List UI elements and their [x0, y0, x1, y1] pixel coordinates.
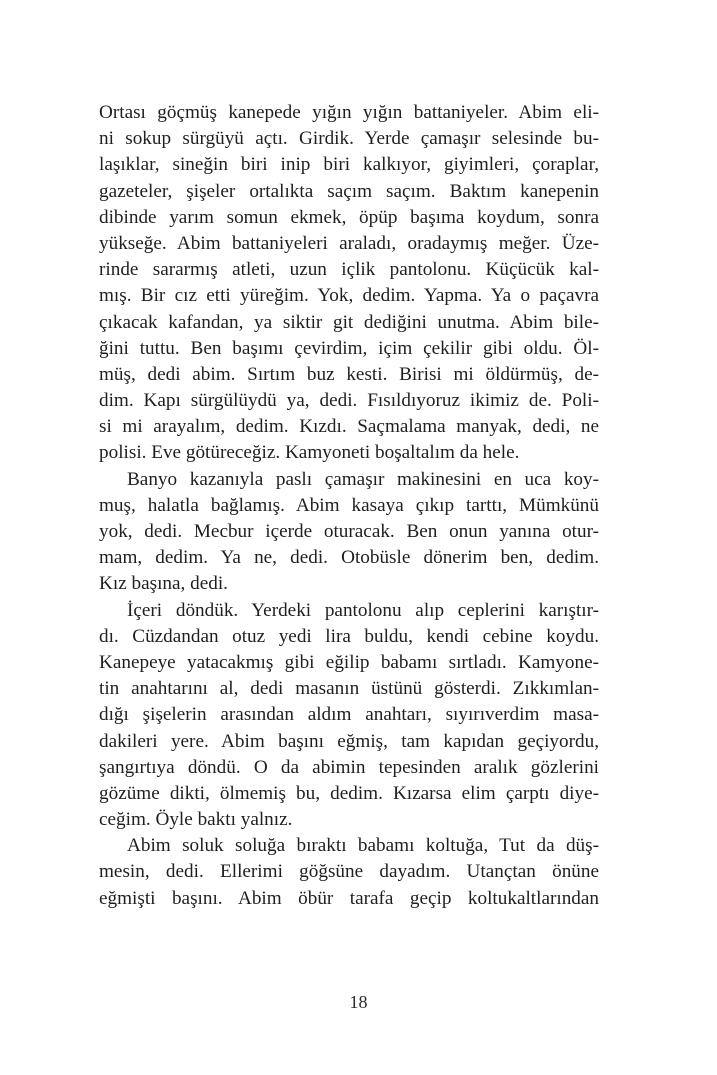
text-line: dim. Kapı sürgülüydü ya, dedi. Fısıldıyoruz ikimiz de. Poli- — [99, 390, 599, 412]
text-line: Ortası göçmüş kanepede yığın yığın battaniyeler. Abim eli- — [99, 102, 599, 123]
text-line: polisi. Eve götüreceğiz. Kamyoneti boşaltalım da hele. — [99, 442, 520, 464]
text-line: İçeri döndük. Yerdeki pantolonu alıp ceplerini karıştır- — [127, 599, 599, 621]
text-line: dı. Cüzdandan otuz yedi lira buldu, kendi cebine koydu. — [99, 625, 599, 647]
text-line: Kanepeye yatacakmış gibi eğilip babamı sırtladı. Kamyone- — [99, 651, 599, 673]
text-line: dakileri yere. Abim başını eğmiş, tam kapıdan geçiyordu, — [99, 730, 599, 752]
paragraph — [99, 467, 599, 598]
text-line: şangırtıya döndü. O da abimin tepesinden aralık gözlerini — [99, 756, 599, 778]
page-number: 18 — [349, 992, 368, 1012]
text-line: Banyo kazanıyla paslı çamaşır makinesini en uca koy- — [127, 468, 599, 490]
text-line: muş, halatla bağlamış. Abim kasaya çıkıp tarttı, Mümkünü — [99, 494, 599, 516]
text-line: yok, dedi. Mecbur içerde oturacak. Ben onun yanına otur- — [99, 521, 599, 542]
paragraph — [99, 598, 599, 834]
text-line: tin anahtarını al, dedi masanın üstünü gösterdi. Zıkkımlan- — [99, 678, 599, 700]
paragraph — [99, 833, 599, 912]
text-line: mesin, dedi. Ellerimi göğsüne dayadım. Utançtan önüne — [99, 861, 599, 883]
text-line: laşıklar, sineğin biri inip biri kalkıyor, giyimleri, çoraplar, — [99, 154, 599, 176]
text-line: ni sokup sürgüyü açtı. Girdik. Yerde çamaşır selesinde bu- — [99, 128, 599, 150]
body-text — [99, 100, 599, 912]
text-line: ğini tuttu. Ben başımı çevirdim, içim çekilir gibi oldu. Öl- — [99, 337, 599, 359]
text-line: dibinde yarım somun ekmek, öpüp başıma koydum, sonra — [99, 206, 599, 228]
text-line: müş, dedi abim. Sırtım buz kesti. Birisi mi öldürmüş, de- — [99, 363, 599, 385]
text-line: dığı şişelerin arasından aldım anahtarı, sıyırıverdim masa- — [99, 704, 599, 726]
text-line: mam, dedim. Ya ne, dedi. Otobüsle dönerim ben, dedim. — [99, 547, 599, 569]
text-line: yükseğe. Abim battaniyeleri araladı, oradaymış meğer. Üze- — [99, 232, 599, 254]
text-line: gazeteler, şişeler ortalıkta saçım saçım. Baktım kanepenin — [99, 180, 599, 202]
text-line: mış. Bir cız etti yüreğim. Yok, dedim. Yapma. Ya o paçavra — [99, 285, 599, 307]
text-line: si mi arayalım, dedim. Kızdı. Saçmalama manyak, dedi, ne — [99, 416, 599, 438]
text-line: rinde sararmış atleti, uzun içlik pantolonu. Küçücük kal- — [99, 259, 599, 281]
text-line: Kız başına, dedi. — [99, 573, 228, 595]
text-line: Abim soluk soluğa bıraktı babamı koltuğa, Tut da düş- — [127, 835, 599, 857]
text-line: gözüme dikti, ölmemiş bu, dedim. Kızarsa elim çarptı diye- — [99, 782, 599, 804]
text-line: çıkacak kafandan, ya siktir git dediğini unutma. Abim bile- — [99, 311, 599, 333]
paragraph — [99, 100, 599, 467]
text-line: eğmişti başını. Abim öbür tarafa geçip koltukaltlarından — [99, 887, 599, 909]
text-line: ceğim. Öyle baktı yalnız. — [99, 809, 293, 831]
